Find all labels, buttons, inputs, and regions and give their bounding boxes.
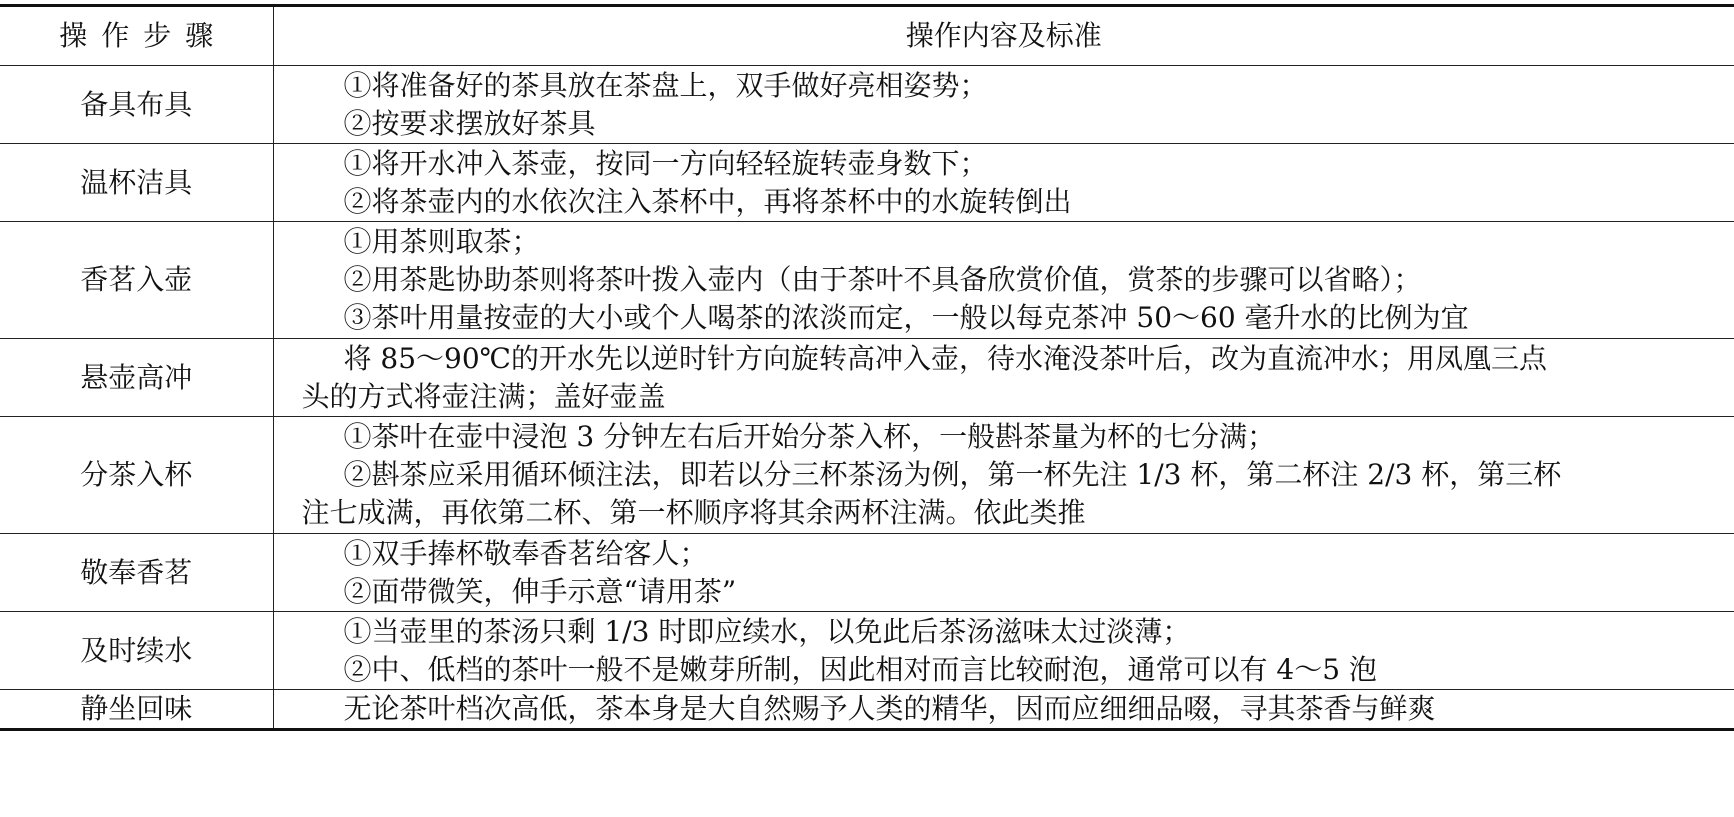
content-line: ①将准备好的茶具放在茶盘上，双手做好亮相姿势； <box>343 68 988 102</box>
step-content <box>273 690 1734 730</box>
table-row <box>0 222 1734 339</box>
step-content <box>273 534 1734 612</box>
step-content <box>273 339 1734 417</box>
content-line: 头的方式将壶注满；盖好壶盖 <box>301 379 666 413</box>
table-row <box>0 339 1734 417</box>
step-content <box>273 66 1734 144</box>
content-line: ①当壶里的茶汤只剩 1/3 时即应续水，以免此后茶汤滋味太过淡薄； <box>343 614 1191 648</box>
content-line: ③茶叶用量按壶的大小或个人喝茶的浓淡而定，一般以每克茶冲 50～60 毫升水的比例为宜 <box>343 301 1469 334</box>
content-line: ②按要求摆放好茶具 <box>343 106 596 140</box>
content-line: ②中、低档的茶叶一般不是嫩芽所制，因此相对而言比较耐泡，通常可以有 4～5 泡 <box>343 652 1377 686</box>
table-row <box>0 417 1734 534</box>
table-row <box>0 144 1734 222</box>
table-row <box>0 534 1734 612</box>
content-line: ②用茶匙协助茶则将茶叶拨入壶内（由于茶叶不具备欣赏价值，赏茶的步骤可以省略）； <box>343 263 1422 296</box>
table-row <box>0 690 1734 730</box>
content-line: ①双手捧杯敬奉香茗给客人； <box>343 536 708 570</box>
content-line: ①用茶则取茶； <box>343 225 540 258</box>
step-content <box>273 144 1734 222</box>
header-step: 操作步骤 <box>0 6 273 66</box>
table-row <box>0 66 1734 144</box>
content-line: ①将开水冲入茶壶，按同一方向轻轻旋转壶身数下； <box>343 146 988 180</box>
content-line: ②斟茶应采用循环倾注法，即若以分三杯茶汤为例，第一杯先注 1/3 杯，第二杯注 2/3 杯，第三杯 <box>343 458 1562 491</box>
content-line: 注七成满，再依第二杯、第一杯顺序将其余两杯注满。依此类推 <box>301 496 1086 529</box>
step-content <box>273 222 1734 339</box>
step-name: 敬奉香茗 <box>0 534 273 612</box>
content-line: 无论茶叶档次高低，茶本身是大自然赐予人类的精华，因而应细细品啜，寻其茶香与鲜爽 <box>343 692 1436 725</box>
content-line: ①茶叶在壶中浸泡 3 分钟左右后开始分茶入杯，一般斟茶量为杯的七分满； <box>343 420 1276 453</box>
step-name: 静坐回味 <box>0 690 273 730</box>
content-line: 将 85～90℃的开水先以逆时针方向旋转高冲入壶，待水淹没茶叶后，改为直流冲水；用凤凰三点 <box>343 341 1547 375</box>
step-name: 温杯洁具 <box>0 144 273 222</box>
step-name: 悬壶高冲 <box>0 339 273 417</box>
header-content: 操作内容及标准 <box>273 6 1734 66</box>
step-name: 香茗入壶 <box>0 222 273 339</box>
table-row <box>0 612 1734 690</box>
step-name: 备具布具 <box>0 66 273 144</box>
tea-procedure-table <box>0 4 1734 731</box>
content-line: ②将茶壶内的水依次注入茶杯中，再将茶杯中的水旋转倒出 <box>343 184 1072 218</box>
header-row <box>0 6 1734 66</box>
content-line: ②面带微笑，伸手示意“请用茶” <box>343 574 737 608</box>
step-content <box>273 417 1734 534</box>
step-content <box>273 612 1734 690</box>
step-name: 分茶入杯 <box>0 417 273 534</box>
step-name: 及时续水 <box>0 612 273 690</box>
